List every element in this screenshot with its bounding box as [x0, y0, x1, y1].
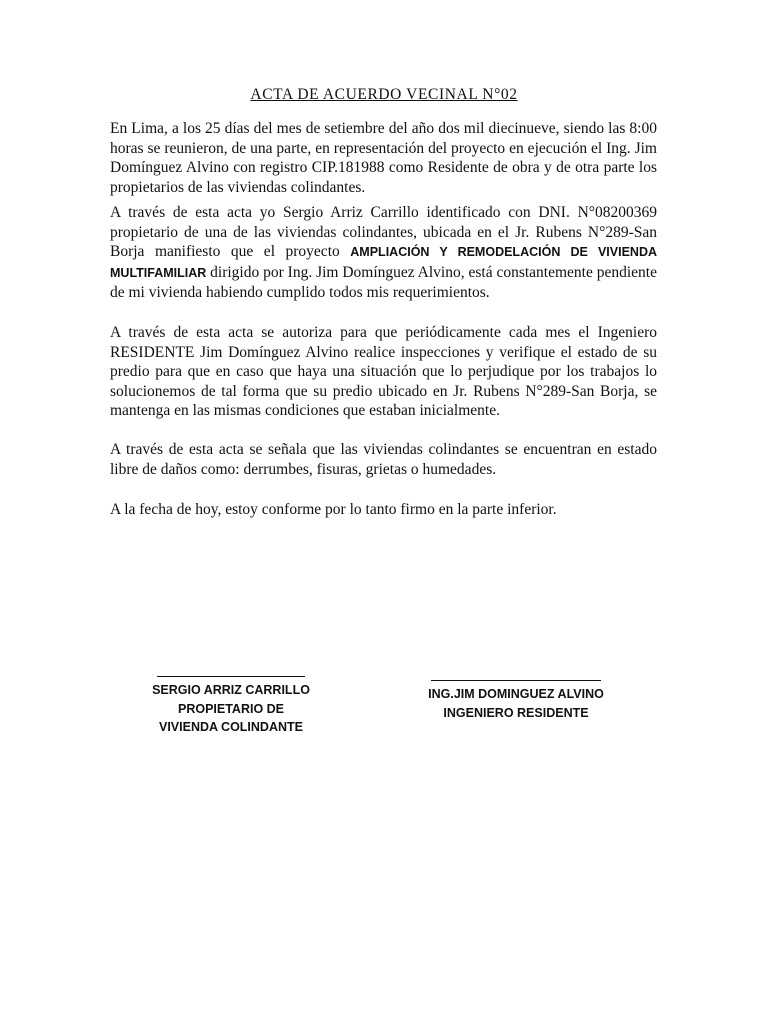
signer-name: SERGIO ARRIZ CARRILLO	[152, 683, 310, 697]
paragraph-meeting-intro: En Lima, a los 25 días del mes de setiembre del año dos mil diecinueve, siendo las 8:00 horas se reunieron, de una parte, en representación del proyecto en ejecución el Ing. Jim Domínguez Alvino con registro CIP.181988 como Residente de obra y de otra parte los propietarios de las viviendas colindantes.	[110, 120, 657, 196]
signature-line	[157, 676, 305, 677]
signer-role: PROPIETARIO DE	[177, 701, 285, 716]
document-title: ACTA DE ACUERDO VECINAL N°02	[250, 86, 518, 103]
signature-block-owner	[145, 676, 317, 737]
signer-name: ING.JIM DOMINGUEZ ALVINO	[428, 687, 604, 701]
signer-role: INGENIERO RESIDENTE	[443, 705, 589, 720]
paragraph-authorization: A través de esta acta se autoriza para que periódicamente cada mes el Ingeniero RESIDENTE Jim Domínguez Alvino realice inspecciones y verifique el estado de su predio para que en caso que haya una situación que lo perjudique por los trabajos lo solucionemos de tal forma que su predio ubicado en Jr. Rubens N°289-San Borja, se mantenga en las mismas condiciones que estaban inicialmente.	[110, 324, 657, 419]
paragraph-owner-statement	[110, 203, 657, 303]
project-name: AMPLIACIÓN Y REMODELACIÓN DE VIVIENDA MULTIFAMILIAR	[110, 245, 657, 280]
owner-statement-text: A través de esta acta yo Sergio Arriz Carrillo identificado con DNI. N°08200369 propietario de una de las viviendas colindantes, ubicada en el Jr. Rubens N°289-San Borja manifiesto que el proyecto	[110, 204, 657, 260]
signer-role-detail: VIVIENDA COLINDANTE	[159, 720, 303, 734]
owner-statement-text-end: dirigido por Ing. Jim Domínguez Alvino, está constantemente pendiente de mi vivienda habiendo cumplido todos mis requerimientos.	[110, 263, 657, 301]
paragraph-damage-status: A través de esta acta se señala que las viviendas colindantes se encuentran en estado libre de daños como: derrumbes, fisuras, grietas o humedades.	[110, 441, 657, 478]
paragraph-conformity: A la fecha de hoy, estoy conforme por lo tanto firmo en la parte inferior.	[110, 501, 557, 518]
signature-line	[431, 680, 601, 681]
signature-block-engineer	[416, 680, 616, 722]
